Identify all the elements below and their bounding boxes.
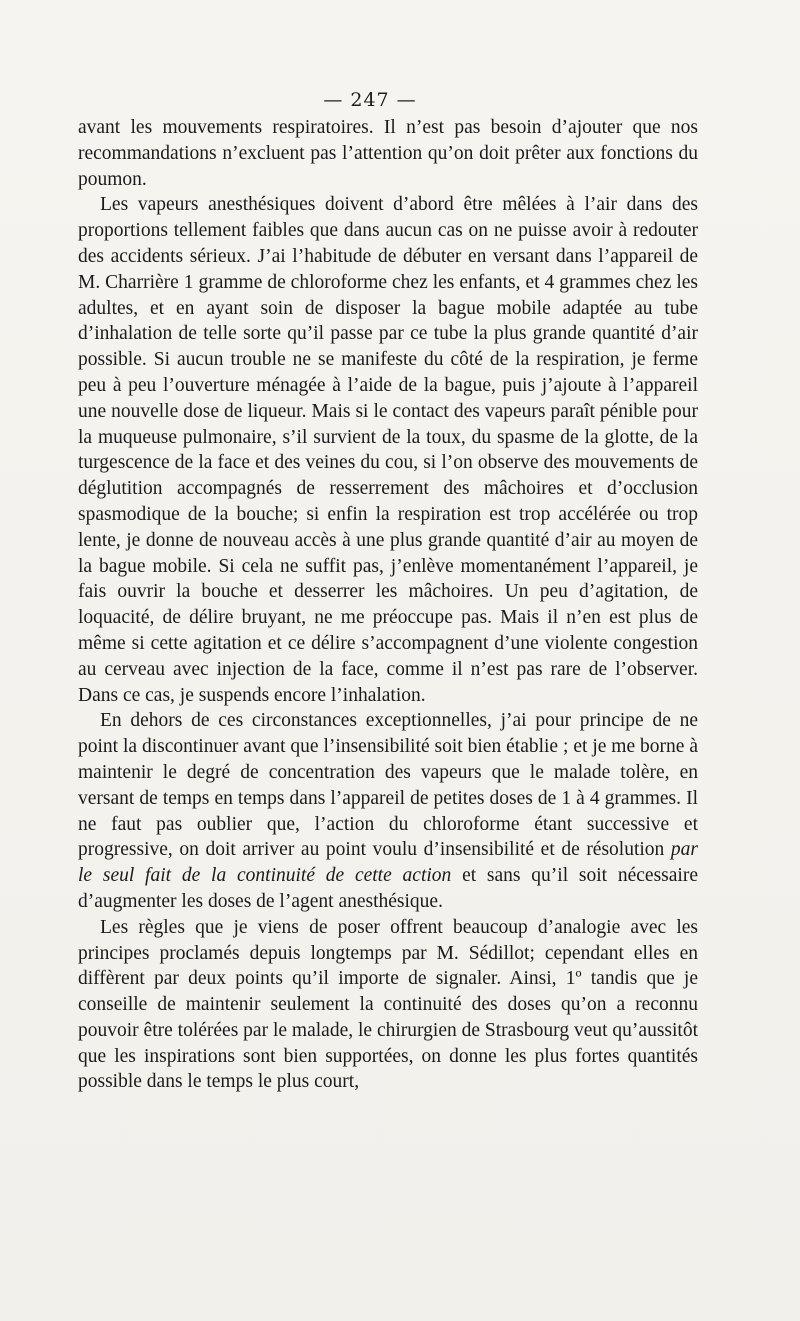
paragraph-3	[78, 708, 698, 914]
paragraph-2-text: Les vapeurs anesthésiques doivent d’abord être mêlées à l’air dans des proportions tellement faibles que dans aucun cas on ne puisse avoir à redouter des accidents sérieux. J’ai l’habitude de débuter en versant dans l’appareil de M. Charrière 1 gramme de chloroforme chez les enfants, et 4 grammes chez les adultes, et en ayant soin de disposer la bague mobile adaptée au tube d’inhalation de telle sorte qu’il passe par ce tube la plus grande quantité d’air possible. Si aucun trouble ne se manifeste du côté de la respiration, je ferme peu à peu l’ouverture ménagée à l’aide de la bague, puis j’ajoute à l’appareil une nouvelle dose de liqueur. Mais si le contact des vapeurs paraît pénible pour la muqueuse pulmonaire, s’il survient de la toux, du spasme de la glotte, de la turgescence de la face et des veines du cou, si l’on observe des mouvements de déglutition accompagnés de resserrement des mâchoires et d’occlusion spasmodique de la bouche; si enfin la respiration est trop accélérée ou trop lente, je donne de nouveau accès à une plus grande quantité d’air au moyen de la bague mobile. Si cela ne suffit pas, j’enlève momentanément l’appareil, je fais ouvrir la bouche et desserrer les mâchoires. Un peu d’agitation, de loquacité, de délire bruyant, ne me préoccupe pas. Mais il n’en est plus de même si cette agitation et ce délire s’accompagnent d’une violente congestion au cerveau avec injection de la face, comme il n’est pas rare de l’observer. Dans ce cas, je suspends encore l’inhalation.	[78, 194, 698, 706]
paragraph-4	[78, 915, 698, 1096]
page-number: — 247 —	[323, 89, 417, 111]
paragraph-3-text-b: et sans qu’il soit nécessaire d’augmenter les doses de l’agent anesthésique.	[78, 865, 698, 912]
paragraph-3-text-a: En dehors de ces circonstances exceptionnelles, j’ai pour principe de ne point la discontinuer avant que l’insensibilité soit bien établie ; et je me borne à maintenir le degré de concentration des vapeurs que le malade tolère, en versant de temps en temps dans l’appareil de petites doses de 1 à 4 grammes. Il ne faut pas oublier que, l’action du chloroforme étant successive et progressive, on doit arriver au point voulu d’insensibilité et de résolution	[78, 710, 698, 861]
paragraph-4-text: Les règles que je viens de poser offrent beaucoup d’analogie avec les principes proclamés depuis longtemps par M. Sédillot; cependant elles en diffèrent par deux points qu’il importe de signaler. Ainsi, 1º tandis que je conseille de maintenir seulement la continuité des doses qu’on a reconnu pouvoir être tolérées par le malade, le chirurgien de Strasbourg veut qu’aussitôt que les inspirations sont bien supportées, on donne les plus fortes quantités possible dans le temps le plus court,	[78, 916, 698, 1093]
paragraph-3-italic-phrase: par le seul fait de la continuité de cette action	[78, 839, 698, 887]
paragraph-2	[78, 192, 698, 708]
paragraph-1-text: avant les mouvements respiratoires. Il n’est pas besoin d’ajouter que nos recommandations n’excluent pas l’attention qu’on doit prêter aux fonctions du poumon.	[78, 117, 698, 190]
paragraph-1	[78, 115, 698, 192]
body-text	[78, 115, 698, 1095]
